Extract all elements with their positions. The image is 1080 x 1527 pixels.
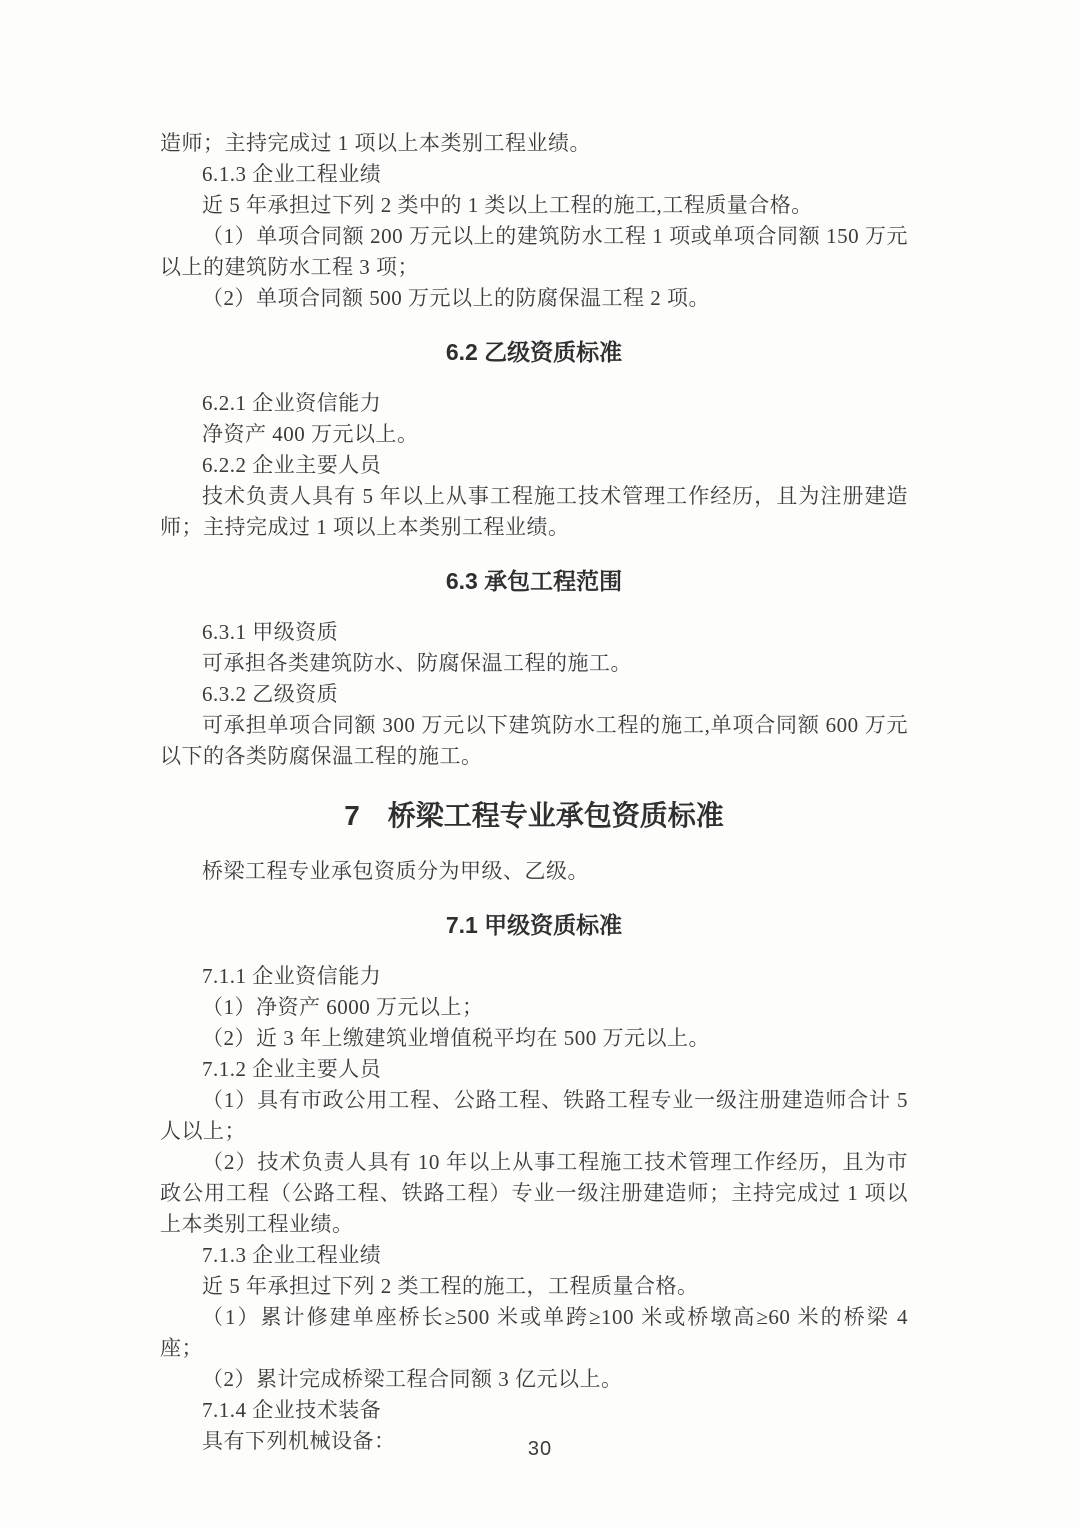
paragraph: 可承担各类建筑防水、防腐保温工程的施工。 [202, 651, 632, 675]
paragraph-continuation: 造师；主持完成过 1 项以上本类别工程业绩。 [160, 131, 591, 155]
chapter-heading-7: 7 桥梁工程专业承包资质标准 [344, 800, 724, 831]
section-heading-6-3: 6.3 承包工程范围 [445, 568, 623, 594]
clause-7-1-1-title: 7.1.1 企业资信能力 [202, 964, 382, 988]
list-item-1: （1）累计修建单座桥长≥500 米或单跨≥100 米或桥墩高≥60 米的桥梁 4 座； [160, 1305, 908, 1360]
paragraph: 近 5 年承担过下列 2 类中的 1 类以上工程的施工,工程质量合格。 [202, 193, 813, 217]
paragraph: 具有下列机械设备： [202, 1429, 396, 1453]
clause-6-3-2-title: 6.3.2 乙级资质 [202, 682, 339, 706]
paragraph: 近 5 年承担过下列 2 类工程的施工，工程质量合格。 [202, 1274, 699, 1298]
list-item-2: （2）累计完成桥梁工程合同额 3 亿元以上。 [202, 1367, 623, 1391]
clause-6-2-2-title: 6.2.2 企业主要人员 [202, 453, 382, 477]
clause-6-2-1-title: 6.2.1 企业资信能力 [202, 391, 382, 415]
clause-6-1-3-title: 6.1.3 企业工程业绩 [202, 162, 382, 186]
clause-6-3-1-title: 6.3.1 甲级资质 [202, 620, 339, 644]
page-number: 30 [527, 1438, 553, 1460]
list-item-2: （2）近 3 年上缴建筑业增值税平均在 500 万元以上。 [202, 1026, 710, 1050]
list-item-1: （1）单项合同额 200 万元以上的建筑防水工程 1 项或单项合同额 150 万元以上的建筑防水工程 3 项； [160, 224, 908, 279]
document-body [160, 128, 908, 1457]
list-item-2: （2）单项合同额 500 万元以上的防腐保温工程 2 项。 [202, 286, 710, 310]
clause-7-1-4-title: 7.1.4 企业技术装备 [202, 1398, 382, 1422]
paragraph: 可承担单项合同额 300 万元以下建筑防水工程的施工,单项合同额 600 万元以下的各类防腐保温工程的施工。 [160, 713, 908, 768]
paragraph: 技术负责人具有 5 年以上从事工程施工技术管理工作经历，且为注册建造师；主持完成过 1 项以上本类别工程业绩。 [160, 484, 908, 539]
list-item-2: （2）技术负责人具有 10 年以上从事工程施工技术管理工作经历，且为市政公用工程（公路工程、铁路工程）专业一级注册建造师；主持完成过 1 项以上本类别工程业绩。 [160, 1150, 908, 1236]
list-item-1: （1）净资产 6000 万元以上； [202, 995, 484, 1019]
clause-7-1-3-title: 7.1.3 企业工程业绩 [202, 1243, 382, 1267]
clause-7-1-2-title: 7.1.2 企业主要人员 [202, 1057, 382, 1081]
paragraph: 净资产 400 万元以上。 [202, 422, 419, 446]
paragraph: 桥梁工程专业承包资质分为甲级、乙级。 [202, 859, 589, 883]
list-item-1: （1）具有市政公用工程、公路工程、铁路工程专业一级注册建造师合计 5 人以上； [160, 1088, 908, 1143]
section-heading-7-1: 7.1 甲级资质标准 [445, 912, 623, 938]
section-heading-6-2: 6.2 乙级资质标准 [445, 339, 623, 365]
